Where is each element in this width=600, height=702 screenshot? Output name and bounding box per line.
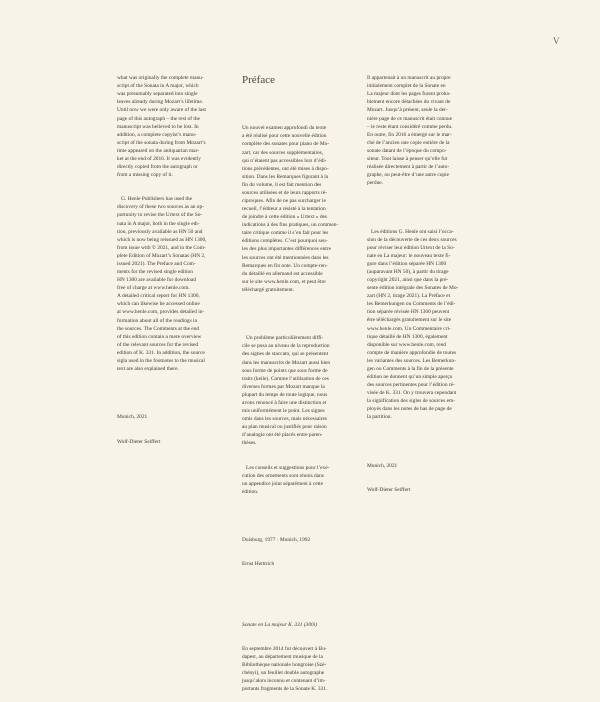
right-column: [367, 58, 485, 502]
middle-paragraph-1: Un nouvel examen approfondi du texte a été réalisé pour cette nouvelle édition complète des sonates pour piano de Mo- zart, car des sources supplémentaires, qui n’étaient pas accessibles lors d’édi- tions précédentes, ont été mises à dispo- sition. Dans les Remarques figurant à la fin du volume, il est fait mention des sources utilisées et de leurs rapports ré- ciproques. Afin de ne pas surcharger le recueil, l’éditeur a résisté à la tentation de joindre à cette édition « Urtext » des indications à des fins pratiques, un commen- taire critique comme il s’en fait pour les éditions complètes. C’est pourquoi seu- les des plus importantes différences entre les sources ont été mentionnées dans les Remarques en fin note. Un compte-ren- du détaillé en allemand est accessible sur le site www.henle.com, et peut être téléchargé gratuitement.: [242, 125, 339, 293]
middle-paragraph-3: Les conseils et suggestions pour l’exé- cution des ornements sont réunis dans un appendice joint séparément à cette édition.: [242, 464, 330, 495]
page-number: V: [553, 36, 560, 46]
middle-column: [242, 58, 354, 702]
left-column: [117, 58, 232, 454]
right-signature-name: Wolf-Dieter Seiffert: [367, 486, 411, 493]
left-paragraph-2: G. Henle Publishers has used the discovery of these two sources as an op- portunity to revise the Urtext of the So- nata in A major, both in the single edi- tion, previously available as HN 50 and which is now being reissued as HN 1300, from issue with © 2021, and in the Com- plete Edition of Mozart’s Sonatas (HN 2, issued 2021). The Preface and Com- ments for the revised single edition HN 1300 are available for download free of charge at www.henle.com. A detailed critical report for HN 1300, which can likewise be accessed online at www.henle.com, provides detailed in- formation about all of the readings in the sources. The Comments at the end of this edition contain a mere overview of the relevant sources for the revised edition of K. 331. In addition, the source sigla used in the footnotes to the musical text are also explained there.: [117, 196, 207, 372]
right-signature-date: Munich, 2021: [367, 462, 398, 469]
middle-signature-name: Ernst Herttrich: [242, 561, 275, 568]
middle-signature-date: Duisburg, 1977 · Munich, 1992: [242, 537, 311, 544]
sonata-subheading: Sonate en La majeur K. 331 (300i): [242, 621, 318, 628]
left-signature-name: Wolf-Dieter Seiffert: [117, 438, 161, 445]
right-paragraph-2: Les éditions G. Henle ont saisi l’occa- sion de la découverte de ces deux sources pour réviser leur édition Urtext de la So- nate en La majeur: le nouveau texte fi- gure dans l’édition séparée HN 1300 (auparavant HN 50), à partir du tirage copyright 2021, ainsi que dans la pré- sente édition intégrale des Sonates de Mo- zart (HN 2, tirage 2021). La Préface et les Bemerkungen ou Comments de l’édi- tion séparée révisée HN 1300 peuvent être téléchargés gratuitement sur le site www.henle.com. Un Commentaire cri- tique détaillé de HN 1300, également disponible sur www.henle.com, rend compte de manière approfondie de toutes les variantes des sources. Les Bemerkun- gen ou Comments à la fin de la présente édition ne donnent qu’un simple aperçu des sources pertinentes pour l’édition ré- visée de K. 331. On y trouvera cependant la signification des sigles de sources em- ployés dans les notes de bas de page de la partition.: [367, 228, 459, 421]
middle-paragraph-2: Un problème particulièrement diffi- cile se posa au niveau de la reproduction des signes de staccato, qui se présentent dans les manuscrits de Mozart aussi bien sous forme de points que sous forme de traits (keile). Comme l’utilisation de ces diverses formes par Mozart manque la plupart du temps de toute logique, nous avons renoncé à faire une distinction et mis uniformément le point. Les signes omis dans les sources, mais nécessaires au plan musical ou justifiés pour raison d’analogie ont été placés entre paren- thèses.: [242, 335, 331, 447]
left-signature-date: Munich, 2021: [117, 414, 148, 421]
left-paragraph-1: what was originally the complete manu- script of the Sonata in A major, which was presumably separated into single leaves already during Mozart’s lifetime. Until now we were only aware of the last page of this autograph – the rest of the manuscript was believed to be lost. In addition, a complete copyist’s manu- script of the sonata during from Mozart’s time appeared on the antiquarian mar- ket at the end of 2016. It was evidently directly copied from the autograph or from a missing copy of it.: [117, 75, 206, 179]
right-paragraph-1: Il appartenait à un manuscrit au propre initialement complet de la Sonate en La majeur dont les pages furent proba- blement encore détachées du vivant de Mozart. Jusqu’à présent, seule la der- nière page de ce manuscrit était connue – le reste étant considéré comme perdu. En outre, fin 2016 a émergé sur le mar- ché de l’ancien une copie entière de la sonate datant de l’époque du compo- siteur. Tout laisse à penser qu’elle fut réalisée directement à partir de l’auto- graphe, ou peut-être d’une autre copie perdue.: [367, 75, 453, 187]
preface-heading: Préface: [242, 74, 275, 87]
middle-paragraph-4: En septembre 2014 fut découvert à Bu- dapest, au département musique de la Bibliothèque nationale hongroise (Szé- chényi), un feuillet double autographe jusqu’alors inconnu et contenant d’im- portants fragments de la Sonate K. 331.: [242, 646, 328, 693]
